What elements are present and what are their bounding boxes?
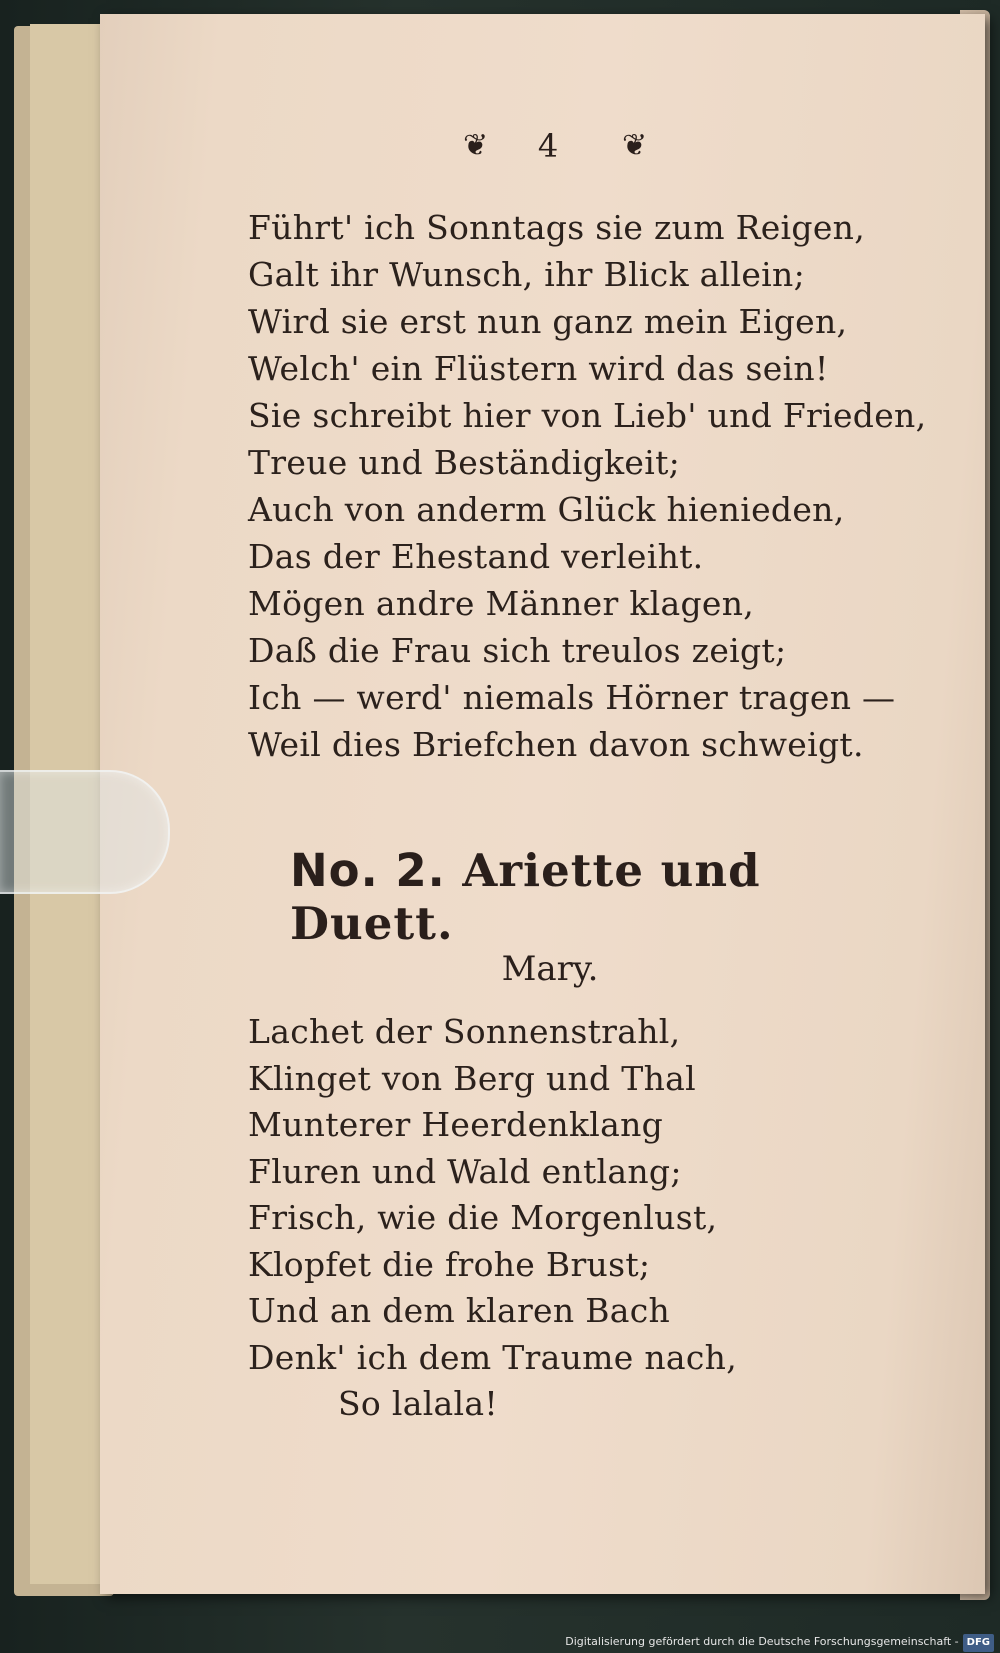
verse-line: Denk' ich dem Traume nach, (248, 1337, 737, 1377)
verse-stanza-1 (248, 204, 926, 768)
verse-line: Mögen andre Männer klagen, (248, 584, 755, 623)
verse-line: Treue und Beständigkeit; (248, 443, 681, 482)
verse-line: Führt' ich Sonntags sie zum Reigen, (248, 208, 866, 247)
verse-line: Lachet der Sonnenstrahl, (248, 1012, 681, 1051)
verse-line: Und an dem klaren Bach (248, 1291, 671, 1330)
dfg-logo: DFG (963, 1634, 994, 1652)
verse-line: Weil dies Briefchen davon schweigt. (248, 725, 864, 764)
page-header (100, 126, 985, 166)
section-number: No. 2. (290, 844, 446, 897)
book-page (100, 14, 985, 1594)
verse-line: Sie schreibt hier von Lieb' und Frieden, (248, 396, 927, 435)
verse-line: Wird sie erst nun ganz mein Eigen, (248, 302, 848, 341)
glass-page-clip (0, 770, 170, 894)
footer-credit-text: Digitalisierung gefördert durch die Deutsche Forschungsgemeinschaft - (565, 1635, 959, 1648)
verse-line: Klinget von Berg und Thal (248, 1058, 696, 1098)
verse-line: Fluren und Wald entlang; (248, 1151, 682, 1191)
verse-refrain: So lalala! (338, 1384, 498, 1423)
page-number: 4 (537, 127, 559, 165)
verse-line: Frisch, wie die Morgenlust, (248, 1198, 718, 1237)
verse-line: Auch von anderm Glück hienieden, (248, 490, 845, 529)
verse-line: Daß die Frau sich treulos zeigt; (248, 631, 787, 670)
character-name: Mary. (501, 949, 599, 989)
ornament-right-icon: ❦ (622, 128, 648, 163)
verse-line: Munterer Heerdenklang (248, 1105, 664, 1144)
section-heading (290, 844, 890, 950)
verse-line: Welch' ein Flüstern wird das sein! (248, 349, 829, 388)
ornament-left-icon: ❦ (463, 128, 489, 163)
verse-line: Das der Ehestand verleiht. (248, 537, 704, 576)
footer-credit (565, 1633, 994, 1651)
verse-line: Galt ihr Wunsch, ihr Blick allein; (248, 255, 805, 294)
verse-line: Klopfet die frohe Brust; (248, 1244, 651, 1284)
verse-stanza-2 (248, 1009, 737, 1428)
verse-line: Ich — werd' niemals Hörner tragen — (248, 678, 896, 717)
section-title: Ariette und Duett. (290, 844, 761, 950)
